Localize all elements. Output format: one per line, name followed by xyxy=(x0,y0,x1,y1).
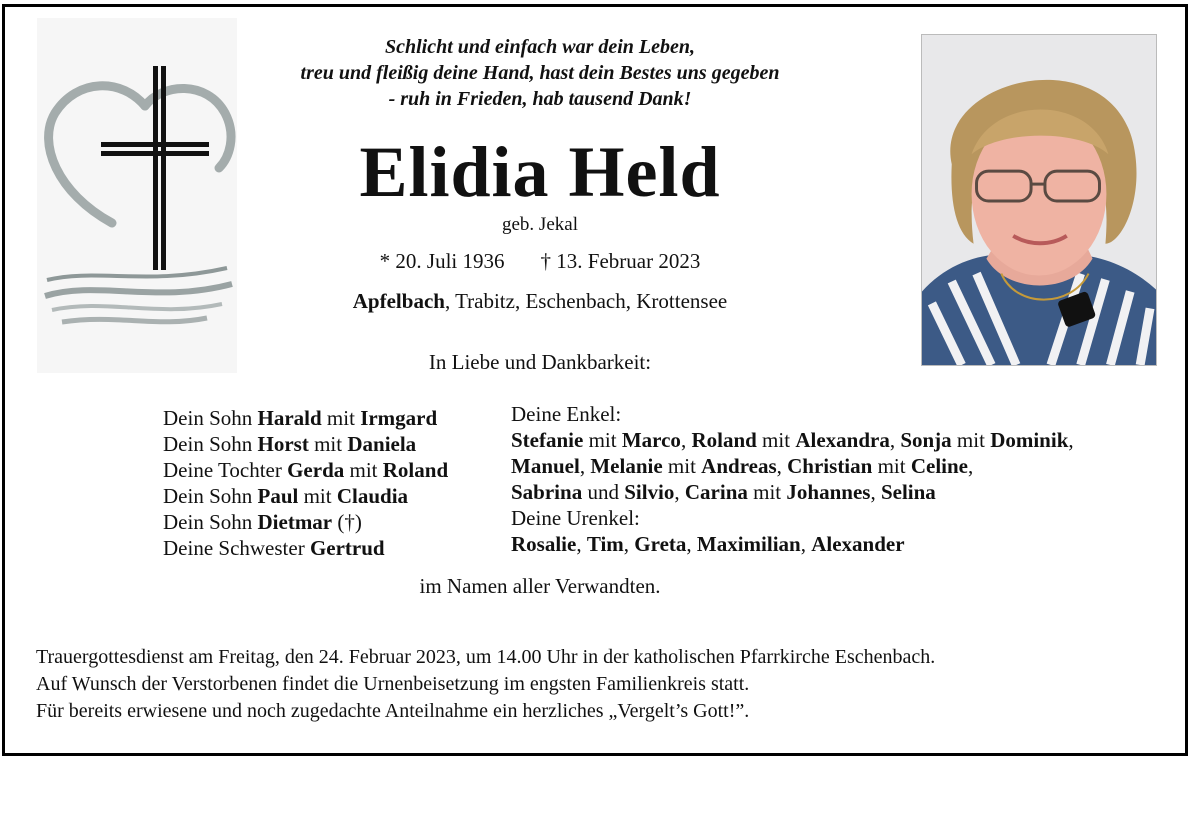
birth-date: 20. Juli 1936 xyxy=(395,249,505,273)
list-item: Manuel, Melanie mit Andreas, Christian mit Celine, xyxy=(511,454,974,478)
grandchildren-heading: Deine Enkel: xyxy=(511,402,622,426)
home-places xyxy=(240,289,840,314)
deceased-name: Elidia Held xyxy=(359,132,721,212)
life-dates xyxy=(240,249,840,274)
verse-line: treu und fleißig deine Hand, hast dein Bestes uns gegeben xyxy=(300,62,780,84)
death-symbol: † xyxy=(540,249,552,273)
list-item: Sabrina und Silvio, Carina mit Johannes, Selina xyxy=(511,480,936,504)
family-list xyxy=(163,405,448,561)
service-line: Trauergottesdienst am Freitag, den 24. Februar 2023, um 14.00 Uhr in der katholischen Pfarrkirche Eschenbach. xyxy=(36,646,936,668)
portrait-photo xyxy=(921,34,1157,366)
service-info xyxy=(36,644,935,725)
verse-line: - ruh in Frieden, hab tausend Dank! xyxy=(388,88,692,110)
list-item: Dein Sohn Paul mit Claudia xyxy=(163,484,409,508)
list-item: Dein Sohn Dietmar (†) xyxy=(163,510,362,534)
mourners-intro: In Liebe und Dankbarkeit: xyxy=(428,350,652,374)
birth-name: geb. Jekal xyxy=(502,214,578,235)
verse-line: Schlicht und einfach war dein Leben, xyxy=(384,36,696,58)
closing-line: im Namen aller Verwandten. xyxy=(419,574,661,598)
service-line: Für bereits erwiesene und noch zugedachte Anteilnahme ein herzliches „Vergelt’s Gott!”. xyxy=(36,700,750,722)
place-primary: Apfelbach xyxy=(352,289,445,313)
grandchildren-list xyxy=(511,401,1074,557)
death-date: 13. Februar 2023 xyxy=(556,249,701,273)
birth-symbol: * xyxy=(379,249,391,273)
great-grandchildren-heading: Deine Urenkel: xyxy=(511,506,640,530)
place-others: , Trabitz, Eschenbach, Krottensee xyxy=(444,289,728,313)
list-item: Rosalie, Tim, Greta, Maximilian, Alexander xyxy=(511,532,905,556)
list-item: Deine Tochter Gerda mit Roland xyxy=(163,458,449,482)
list-item: Deine Schwester Gertrud xyxy=(163,536,385,560)
list-item: Dein Sohn Horst mit Daniela xyxy=(163,432,417,456)
service-line: Auf Wunsch der Verstorbenen findet die Urnenbeisetzung im engsten Familienkreis statt. xyxy=(36,673,750,695)
memorial-verse xyxy=(240,34,840,112)
list-item: Stefanie mit Marco, Roland mit Alexandra, Sonja mit Dominik, xyxy=(511,428,1074,452)
list-item: Dein Sohn Harald mit Irmgard xyxy=(163,406,438,430)
cross-heart-emblem-icon xyxy=(37,18,237,373)
